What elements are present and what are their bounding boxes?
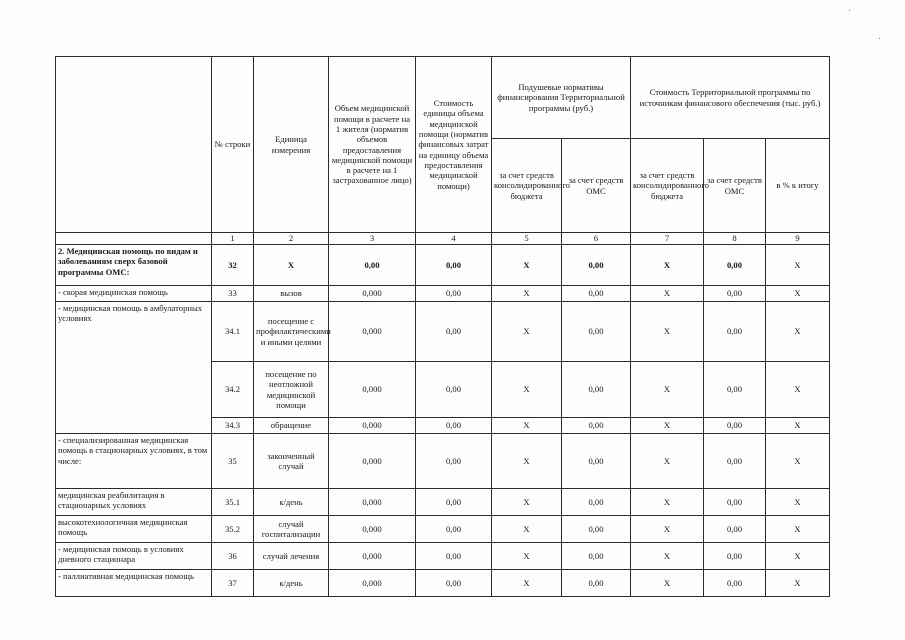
header-consolidated-budget-2: за счет средств консолидированного бюджета	[631, 139, 704, 233]
table-row	[56, 245, 830, 286]
row-oms-per-capita: 0,00	[562, 489, 631, 516]
header-unit-cost: Стоимость единицы объема медицинской помощи (норматив финансовых затрат на единицу объема предоставления медицинской помощи)	[416, 57, 492, 233]
row-budget-cost: Х	[631, 286, 704, 302]
row-number: 33	[212, 286, 254, 302]
row-number: 34.3	[212, 418, 254, 434]
row-oms-cost: 0,00	[704, 516, 766, 543]
row-budget-cost: Х	[631, 489, 704, 516]
row-oms-cost: 0,00	[704, 362, 766, 418]
header-corner	[56, 57, 212, 233]
row-volume: 0,000	[329, 543, 416, 570]
row-number: 35.1	[212, 489, 254, 516]
row-unit-cost: 0,00	[416, 418, 492, 434]
row-budget-cost: Х	[631, 570, 704, 597]
row-unit: к/день	[254, 489, 329, 516]
row-volume: 0,00	[329, 245, 416, 286]
row-unit-cost: 0,00	[416, 570, 492, 597]
row-oms-cost: 0,00	[704, 543, 766, 570]
row-unit-cost: 0,00	[416, 543, 492, 570]
row-oms-per-capita: 0,00	[562, 302, 631, 362]
row-oms-per-capita: 0,00	[562, 286, 631, 302]
row-oms-per-capita: 0,00	[562, 418, 631, 434]
row-oms-cost: 0,00	[704, 434, 766, 489]
column-number: 1	[212, 233, 254, 245]
column-number: 2	[254, 233, 329, 245]
row-budget-per-capita: Х	[492, 434, 562, 489]
table-row	[56, 302, 830, 362]
row-budget-cost: Х	[631, 434, 704, 489]
column-number	[56, 233, 212, 245]
row-budget-cost: Х	[631, 543, 704, 570]
row-oms-per-capita: 0,00	[562, 434, 631, 489]
table-row	[56, 516, 830, 543]
table-row	[56, 543, 830, 570]
row-unit-cost: 0,00	[416, 362, 492, 418]
header-volume: Объем медицинской помощи в расчете на 1 жителя (норматив объемов предоставления медицинской помощи в расчете на 1 застрахованное лицо)	[329, 57, 416, 233]
column-number: 9	[766, 233, 830, 245]
header-unit: Единица измерения	[254, 57, 329, 233]
header-row-no: № строки	[212, 57, 254, 233]
row-oms-cost: 0,00	[704, 570, 766, 597]
row-percent: Х	[766, 543, 830, 570]
row-volume: 0,000	[329, 286, 416, 302]
row-budget-per-capita: Х	[492, 245, 562, 286]
table-row	[56, 489, 830, 516]
row-number: 34.2	[212, 362, 254, 418]
row-percent: Х	[766, 516, 830, 543]
row-oms-cost: 0,00	[704, 245, 766, 286]
row-budget-per-capita: Х	[492, 302, 562, 362]
row-percent: Х	[766, 286, 830, 302]
table-row	[56, 286, 830, 302]
row-oms-cost: 0,00	[704, 489, 766, 516]
row-oms-per-capita: 0,00	[562, 245, 631, 286]
row-percent: Х	[766, 245, 830, 286]
row-unit: к/день	[254, 570, 329, 597]
row-number: 32	[212, 245, 254, 286]
row-name: - медицинская помощь в условиях дневного стационара	[56, 543, 212, 570]
column-number: 7	[631, 233, 704, 245]
row-oms-cost: 0,00	[704, 418, 766, 434]
scan-speck: ·	[848, 6, 852, 17]
row-oms-per-capita: 0,00	[562, 543, 631, 570]
row-name: 2. Медицинская помощь по видам и заболеваниям сверх базовой программы ОМС:	[56, 245, 212, 286]
row-number: 35.2	[212, 516, 254, 543]
row-unit-cost: 0,00	[416, 489, 492, 516]
header-per-capita-group: Подушевые нормативы финансирования Территориальной программы (руб.)	[492, 57, 631, 139]
row-unit: обращение	[254, 418, 329, 434]
row-unit: случай лечения	[254, 543, 329, 570]
row-unit-cost: 0,00	[416, 516, 492, 543]
row-unit-cost: 0,00	[416, 245, 492, 286]
row-budget-per-capita: Х	[492, 418, 562, 434]
row-unit-cost: 0,00	[416, 434, 492, 489]
row-name: медицинская реабилитация в стационарных условиях	[56, 489, 212, 516]
header-oms-2: за счет средств ОМС	[704, 139, 766, 233]
row-volume: 0,000	[329, 516, 416, 543]
row-oms-cost: 0,00	[704, 286, 766, 302]
row-budget-per-capita: Х	[492, 543, 562, 570]
row-percent: Х	[766, 434, 830, 489]
row-percent: Х	[766, 418, 830, 434]
row-name: высокотехнологичная медицинская помощь	[56, 516, 212, 543]
row-volume: 0,000	[329, 362, 416, 418]
row-oms-per-capita: 0,00	[562, 570, 631, 597]
row-volume: 0,000	[329, 302, 416, 362]
row-percent: Х	[766, 302, 830, 362]
row-budget-cost: Х	[631, 418, 704, 434]
row-volume: 0,000	[329, 418, 416, 434]
territorial-program-table	[55, 56, 830, 597]
column-number-row	[56, 233, 830, 245]
row-number: 37	[212, 570, 254, 597]
row-oms-per-capita: 0,00	[562, 362, 631, 418]
column-number: 5	[492, 233, 562, 245]
header-oms: за счет средств ОМС	[562, 139, 631, 233]
column-number: 6	[562, 233, 631, 245]
row-volume: 0,000	[329, 570, 416, 597]
scan-speck: ·	[878, 34, 882, 45]
row-budget-per-capita: Х	[492, 489, 562, 516]
row-unit-cost: 0,00	[416, 286, 492, 302]
row-budget-per-capita: Х	[492, 570, 562, 597]
row-volume: 0,000	[329, 489, 416, 516]
header-consolidated-budget: за счет средств консолидированного бюджета	[492, 139, 562, 233]
row-unit: Х	[254, 245, 329, 286]
row-name: - медицинская помощь в амбулаторных условиях	[56, 302, 212, 434]
row-unit: посещение с профилактическими и иными целями	[254, 302, 329, 362]
row-budget-cost: Х	[631, 302, 704, 362]
row-percent: Х	[766, 362, 830, 418]
row-oms-per-capita: 0,00	[562, 516, 631, 543]
row-percent: Х	[766, 570, 830, 597]
table-row	[56, 434, 830, 489]
row-unit: вызов	[254, 286, 329, 302]
row-name: - скорая медицинская помощь	[56, 286, 212, 302]
header-percent: в % к итогу	[766, 139, 830, 233]
row-budget-cost: Х	[631, 516, 704, 543]
row-name: - специализированная медицинская помощь в стационарных условиях, в том числе:	[56, 434, 212, 489]
row-number: 34.1	[212, 302, 254, 362]
row-budget-cost: Х	[631, 245, 704, 286]
row-unit: случай госпитализации	[254, 516, 329, 543]
row-unit-cost: 0,00	[416, 302, 492, 362]
column-number: 8	[704, 233, 766, 245]
column-number: 4	[416, 233, 492, 245]
column-number: 3	[329, 233, 416, 245]
row-budget-per-capita: Х	[492, 516, 562, 543]
table-row	[56, 570, 830, 597]
row-budget-cost: Х	[631, 362, 704, 418]
row-unit: посещение по неотложной медицинской помощи	[254, 362, 329, 418]
row-volume: 0,000	[329, 434, 416, 489]
row-oms-cost: 0,00	[704, 302, 766, 362]
header-cost-group: Стоимость Территориальной программы по источникам финансового обеспечения (тыс. руб.)	[631, 57, 830, 139]
row-unit: законченный случай	[254, 434, 329, 489]
row-name: - паллиативная медицинская помощь	[56, 570, 212, 597]
row-budget-per-capita: Х	[492, 362, 562, 418]
row-budget-per-capita: Х	[492, 286, 562, 302]
row-number: 36	[212, 543, 254, 570]
row-number: 35	[212, 434, 254, 489]
row-percent: Х	[766, 489, 830, 516]
